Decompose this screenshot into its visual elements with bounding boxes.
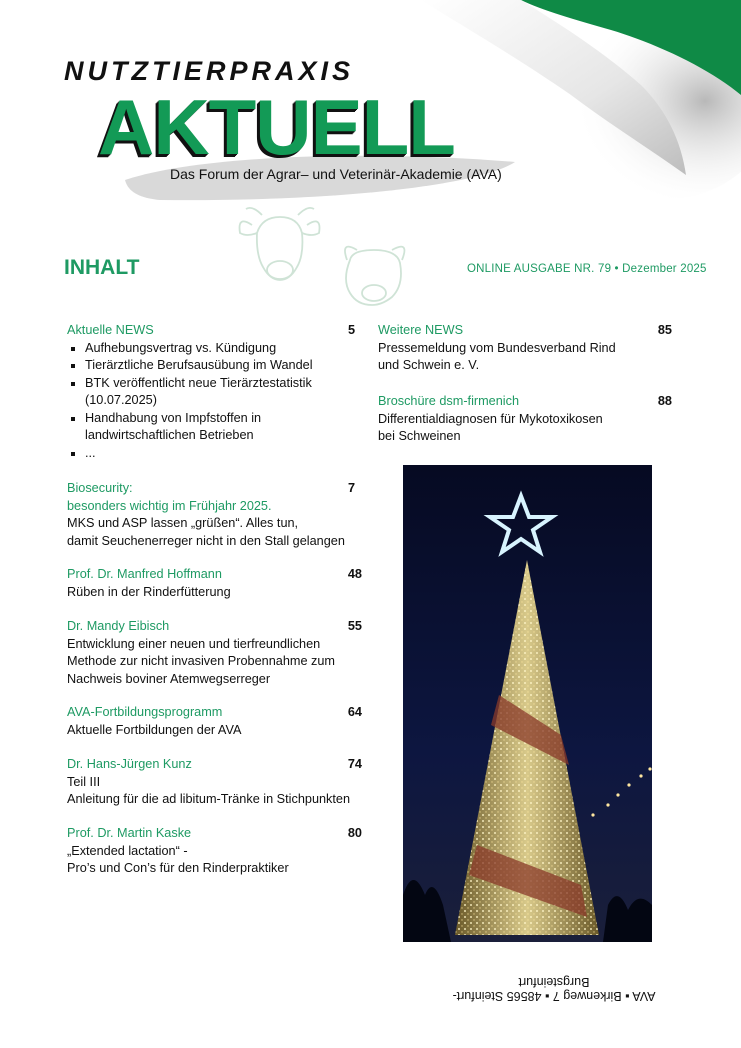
toc-left-column — [67, 618, 362, 688]
toc-description-line: Methode zur nicht invasiven Probennahme zum — [67, 654, 335, 668]
toc-entry-kunz[interactable] — [67, 756, 362, 809]
toc-entry-dsm-firmenich[interactable] — [378, 393, 672, 446]
toc-page-number: 85 — [657, 323, 672, 337]
toc-page-number: 64 — [347, 705, 362, 719]
toc-heading: Dr. Mandy Eibisch — [67, 619, 170, 633]
toc-entry-hoffmann[interactable] — [67, 566, 362, 601]
toc-left-column — [67, 825, 362, 878]
toc-description-line: damit Seuchenerreger nicht in den Stall gelangen — [67, 533, 345, 548]
toc-entry-aktuelle-news[interactable] — [67, 322, 355, 462]
toc-entry-eibisch[interactable] — [67, 618, 362, 688]
cow-pig-logo-icon — [232, 205, 432, 325]
toc-description-line: MKS und ASP lassen „grüßen“. Alles tun, — [67, 516, 299, 530]
list-item: Handhabung von Impfstoffen in landwirtschaftlichen Betrieben — [67, 410, 355, 445]
toc-description-line: Nachweis boviner Atemwegserreger — [67, 671, 271, 686]
brand-title-main: AKTUELL — [98, 83, 455, 171]
toc-heading: Aktuelle NEWS — [67, 323, 154, 337]
toc-left-column — [67, 480, 355, 550]
toc-entry-kaske[interactable] — [67, 825, 362, 878]
toc-description-line: Rüben in der Rinderfütterung — [67, 584, 231, 599]
toc-right-column — [378, 322, 672, 375]
footer-address: AVA ▪ Birkenweg 7 ▪ 48565 Steinfurt-Burgsteinfurt — [452, 975, 656, 1003]
toc-entry-weitere-news[interactable] — [378, 322, 672, 375]
list-item: BTK veröffentlicht neue Tierärztestatistik (10.07.2025) — [67, 375, 355, 410]
toc-description-line: Pressemeldung vom Bundesverband Rind — [378, 340, 616, 355]
toc-page-number: 80 — [347, 826, 362, 840]
toc-heading: Weitere NEWS — [378, 323, 464, 337]
toc-heading: Broschüre dsm-firmenich — [378, 394, 520, 408]
toc-page-number: 48 — [347, 567, 362, 581]
toc-right-column — [378, 393, 672, 446]
toc-left-column — [67, 566, 362, 601]
toc-entry-fortbildung[interactable] — [67, 704, 362, 739]
toc-heading: Biosecurity: — [67, 481, 133, 495]
toc-page-number: 88 — [657, 394, 672, 408]
toc-left-column — [67, 756, 362, 809]
brand-title-top: NUTZTIERPRAXIS — [64, 56, 355, 86]
toc-page-number: 74 — [347, 757, 362, 771]
toc-page-number: 55 — [347, 619, 362, 633]
toc-description-line: Entwicklung einer neuen und tierfreundlichen — [67, 636, 321, 651]
list-item: ... — [67, 445, 355, 463]
toc-left-column — [67, 322, 355, 462]
toc-heading: Prof. Dr. Manfred Hoffmann — [67, 567, 222, 581]
list-item: Aufhebungsvertrag vs. Kündigung — [67, 340, 355, 358]
toc-title: INHALT — [64, 256, 140, 279]
tagline: Das Forum der Agrar– und Veterinär-Akademie (AVA) — [170, 166, 502, 182]
christmas-tree-photo — [403, 465, 652, 942]
toc-description-line: Differentialdiagnosen für Mykotoxikosen — [378, 411, 603, 426]
toc-heading: Prof. Dr. Martin Kaske — [67, 826, 192, 840]
toc-description-line: Pro’s und Con’s für den Rinderpraktiker — [67, 861, 289, 875]
toc-description-line: Anleitung für die ad libitum-Tränke in Stichpunkten — [67, 792, 351, 806]
toc-description-line: bei Schweinen — [378, 429, 461, 443]
toc-description-line: „Extended lactation“ - — [67, 843, 188, 858]
toc-description-line: Teil III — [67, 774, 101, 789]
toc-page-number: 7 — [347, 481, 355, 495]
toc-heading: Dr. Hans-Jürgen Kunz — [67, 757, 192, 771]
toc-page-number: 5 — [347, 323, 355, 337]
toc-heading: AVA-Fortbildungsprogramm — [67, 705, 223, 719]
toc-description-line: und Schwein e. V. — [378, 358, 480, 372]
toc-left-column — [67, 704, 362, 739]
toc-entry-biosecurity[interactable] — [67, 480, 355, 550]
toc-heading-subtitle: besonders wichtig im Frühjahr 2025. — [67, 498, 272, 513]
toc-description-line: Aktuelle Fortbildungen der AVA — [67, 722, 242, 737]
issue-info: ONLINE AUSGABE NR. 79 • Dezember 2025 — [467, 263, 707, 275]
list-item: Tierärztliche Berufsausübung im Wandel — [67, 357, 355, 375]
